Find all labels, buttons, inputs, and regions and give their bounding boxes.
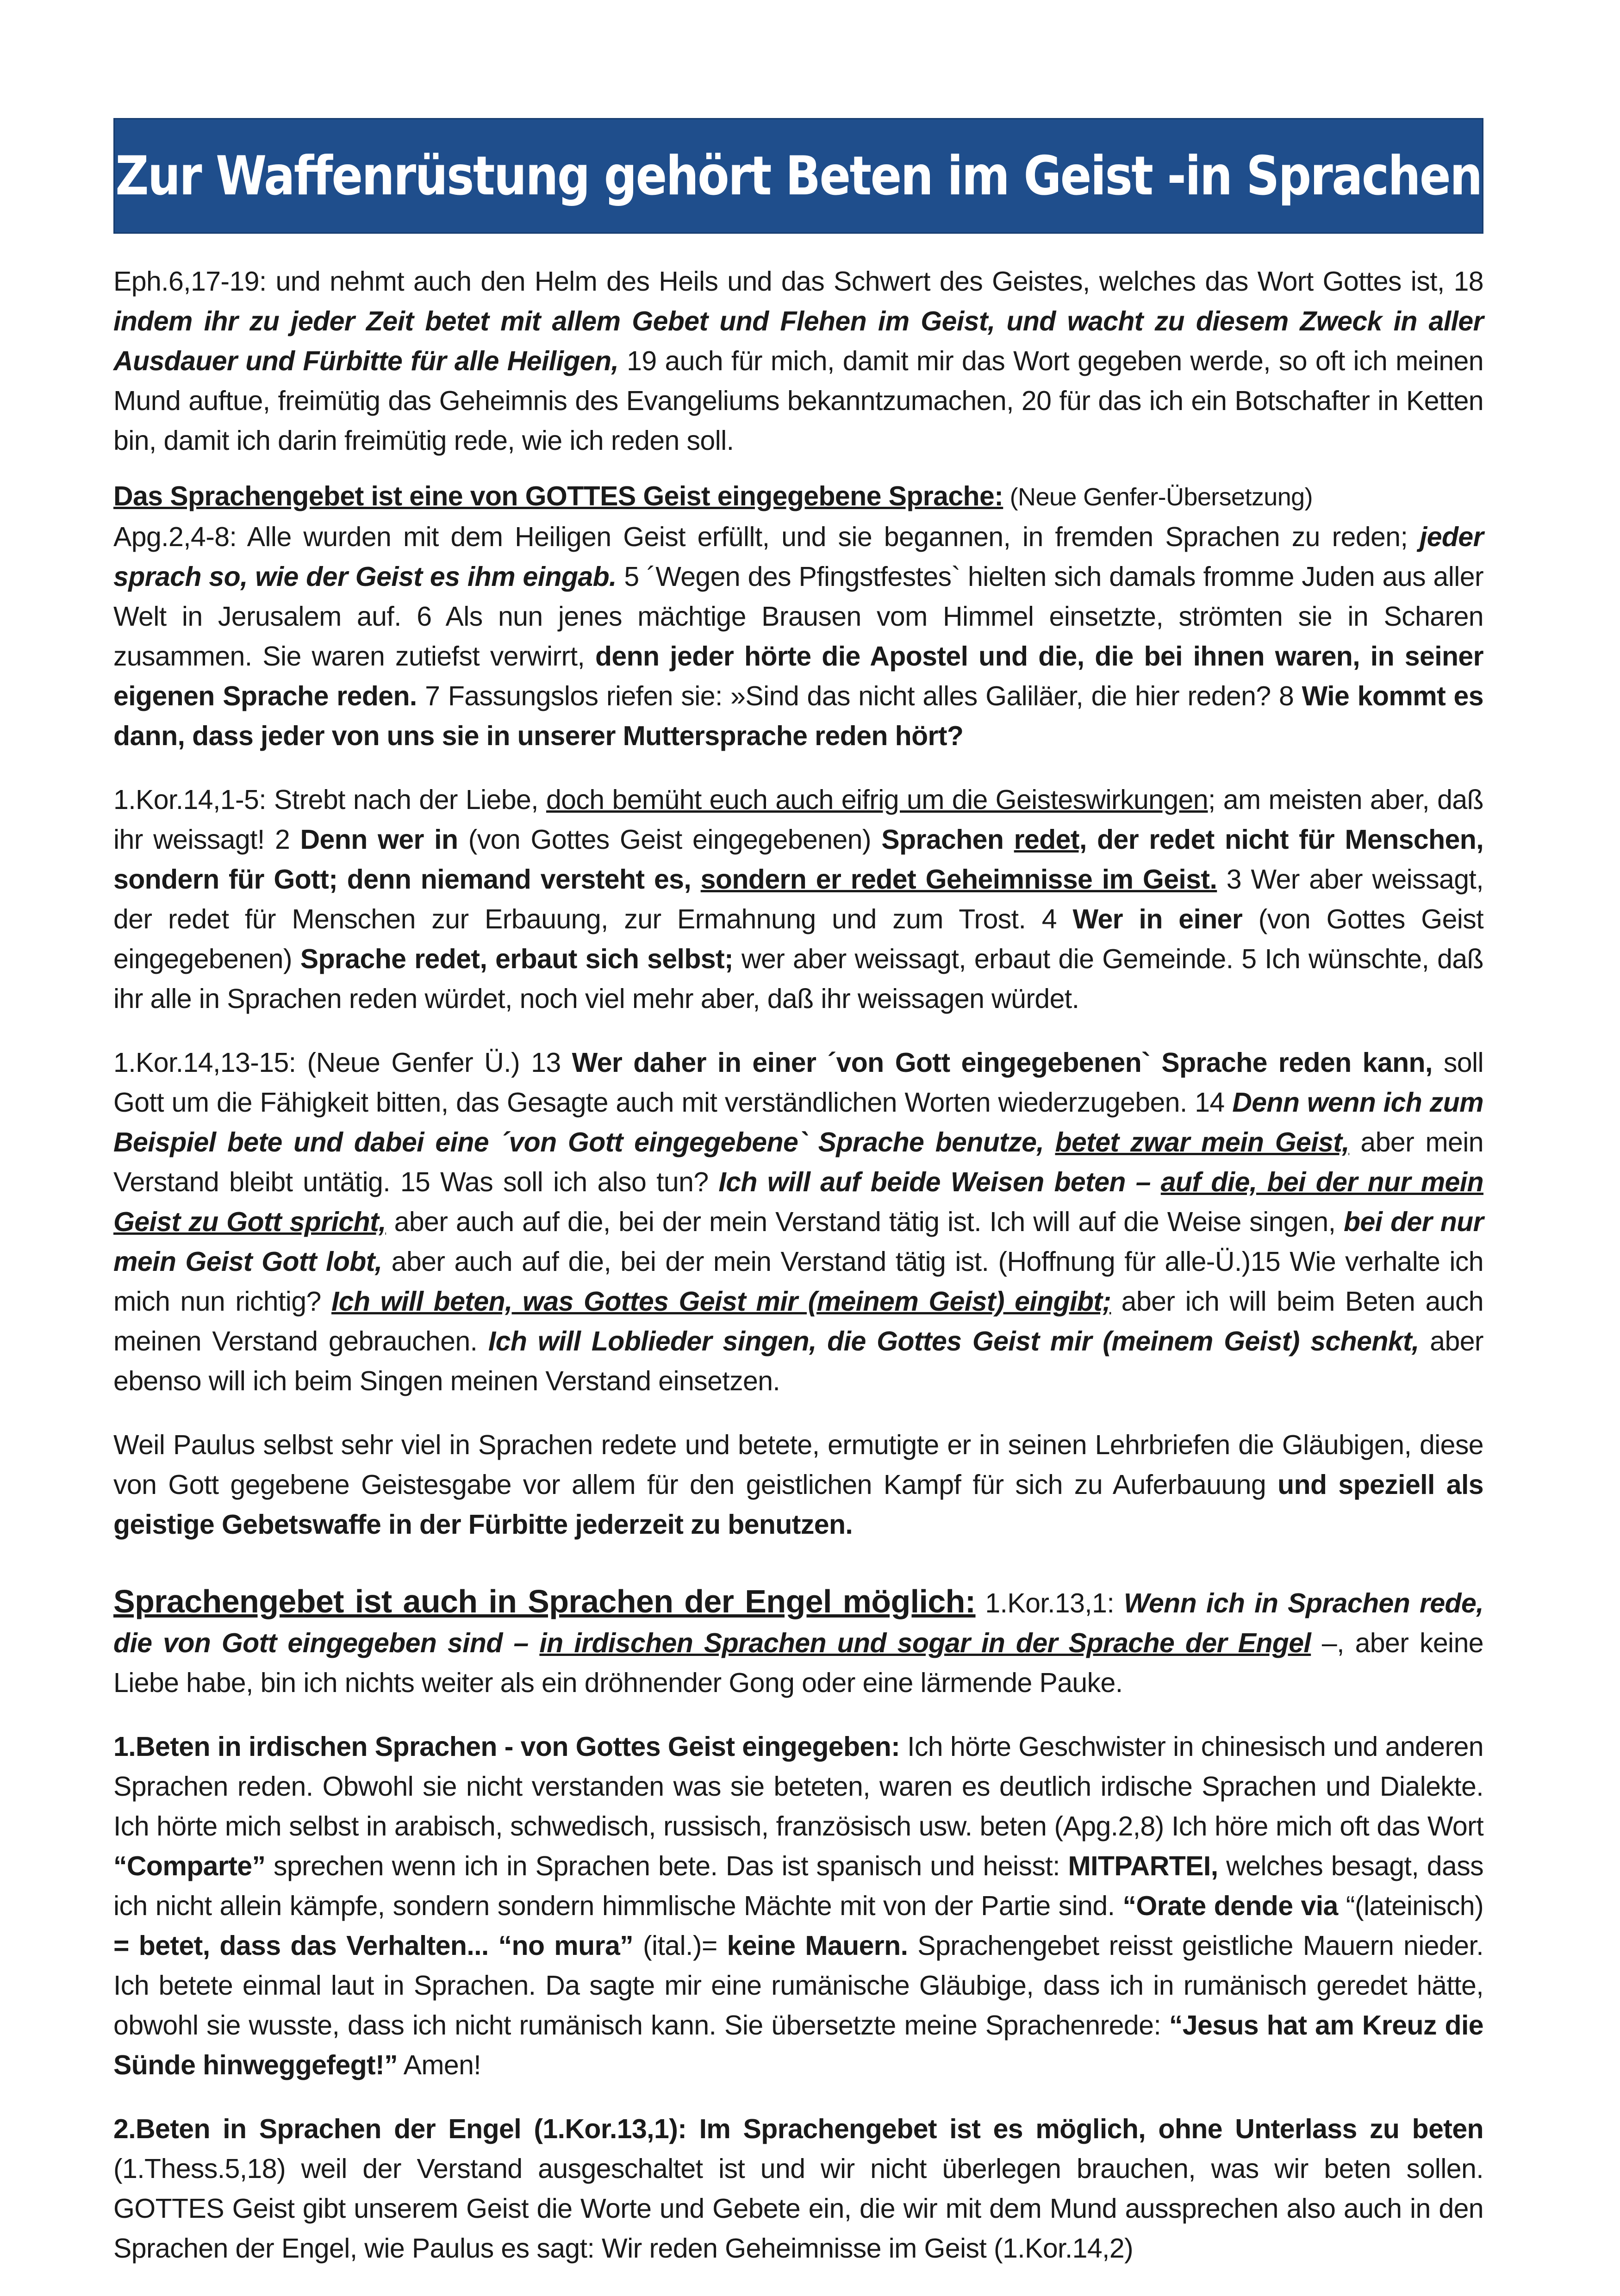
section-heading: Sprachengebet ist auch in Sprachen der Engel möglich: — [113, 1583, 976, 1619]
text-span: aber ich will beim Beten auch meinen Verstand gebrauchen. — [113, 1286, 1484, 1356]
text-span: 1.Kor.13,1: — [975, 1588, 1124, 1618]
text-span: 3 Wer aber weissagt, der redet für Menschen zur Erbauung, zur Ermahnung und zum Trost. 4 — [113, 864, 1483, 934]
emphasis-span: Wenn ich in Sprachen rede, die von Gott eingegeben sind – — [113, 1588, 1483, 1658]
bold-span: “Comparte” — [113, 1851, 266, 1881]
text-span: welches besagt, dass ich nicht allein kämpfe, sondern sondern himmlische Mächte mit von der Partie sind. — [113, 1851, 1483, 1921]
bold-span: = betet, dass das Verhalten... “no mura” — [113, 1930, 634, 1961]
underlined-emphasis-span: betet zwar mein Geist, — [1055, 1127, 1350, 1157]
bold-span: und speziell als geistige Gebetswaffe in der Fürbitte jederzeit zu benutzen. — [113, 1469, 1483, 1540]
paragraph-kor-14-1 — [113, 780, 1483, 1019]
bold-span: Wie kommt es dann, dass jeder von uns sie in unserer Muttersprache reden hört? — [113, 681, 1483, 751]
text-span: aber mein Verstand bleibt untätig. 15 Was soll ich also tun? — [113, 1127, 1483, 1197]
text-span: aber auch auf die, bei der mein Verstand tätig ist. (Hoffnung für alle-Ü.)15 Wie verhalte ich mich nun richtig? — [113, 1246, 1483, 1317]
underlined-emphasis-span: Ich will beten, was Gottes Geist mir (meinem Geist) eingibt; — [331, 1286, 1111, 1317]
text-span: (ital.)= — [633, 1930, 727, 1961]
bold-span: keine Mauern. — [727, 1930, 908, 1961]
bold-span: Wer daher in einer ´von Gott eingegebenen` Sprache reden kann, — [572, 1047, 1433, 1078]
underlined-emphasis-span: auf die, bei der nur mein Geist zu Gott spricht, — [113, 1167, 1483, 1237]
text-span: Sprachengebet reisst geistliche Mauern nieder. Ich betete einmal laut in Sprachen. Da sagte mir eine rumänische Gläubige, dass ich in rumänisch geredet hätte, obwohl sie wusste, dass ich nicht rumänisch kann. Sie übersetzte meine Sprachenrede: — [113, 1930, 1484, 2041]
text-span: 1.Kor.14,13-15: (Neue Genfer Ü.) 13 — [113, 1047, 572, 1078]
text-span: 7 Fassungslos riefen sie: »Sind das nicht alles Galiläer, die hier reden? 8 — [417, 681, 1302, 711]
paragraph-sprachen-der-engel — [113, 2109, 1483, 2268]
text-span: Weil Paulus selbst sehr viel in Sprachen redete und betete, ermutigte er in seinen Lehrbriefen die Gläubigen, diese von Gott gegebene Geistesgabe vor allem für den geistlichen Kampf für sich zu Auferbauung — [113, 1430, 1483, 1500]
bold-span: 2.Beten in Sprachen der Engel (1.Kor.13,1): Im Sprachengebet ist es möglich, ohne Unterlass zu beten — [113, 2114, 1483, 2144]
paragraph-paulus — [113, 1425, 1483, 1544]
bold-span: MITPARTEI, — [1068, 1851, 1218, 1881]
text-span: soll Gott um die Fähigkeit bitten, das Gesagte auch mit verständlichen Worten wiederzugeben. 14 — [113, 1047, 1484, 1118]
text-span: am meisten aber, daß ihr weissagt! 2 — [113, 784, 1484, 855]
emphasis-span: bei der nur mein Geist Gott lobt, — [113, 1207, 1483, 1277]
paragraph-irdische-sprachen — [113, 1727, 1483, 2085]
text-span: sprechen wenn ich in Sprachen bete. Das ist spanisch und heisst: — [265, 1851, 1068, 1881]
bold-span: Sprache redet, erbaut sich selbst; — [300, 944, 734, 974]
text-span: wer aber weissagt, erbaut die Gemeinde. 5 Ich wünschte, daß ihr alle in Sprachen reden würdet, noch viel mehr aber, daß ihr weissagen würdet. — [113, 944, 1483, 1014]
text-span: (von Gottes Geist eingegebenen) — [113, 904, 1483, 974]
emphasis-span: indem ihr zu jeder Zeit betet mit allem Gebet und Flehen im Geist, und wacht zu diesem Zweck in aller Ausdauer und Fürbitte für alle Heiligen, — [113, 306, 1483, 376]
document-body — [113, 261, 1483, 2268]
text-span: (1.Thess.5,18) weil der Verstand ausgeschaltet ist und wir nicht überlegen brauchen, was wir beten sollen. GOTTES Geist gibt unserem Geist die Worte und Gebete ein, die wir mit dem Mund aussprechen also auch in den Sprachen der Engel, wie Paulus es sagt: Wir reden Geheimnisse im Geist (1.Kor.14,2) — [113, 2153, 1483, 2264]
emphasis-span: jeder sprach so, wie der Geist es ihm eingab. — [113, 522, 1483, 592]
underlined-bold-span: sondern er redet Geheimnisse im Geist. — [700, 864, 1217, 895]
emphasis-span: Ich will Loblieder singen, die Gottes Geist mir (meinem Geist) schenkt, — [488, 1326, 1419, 1356]
emphasis-span: Denn wenn ich zum Beispiel bete und dabei eine ´von Gott eingegebene` Sprache benutze, — [113, 1087, 1483, 1157]
text-span: Apg.2,4-8: Alle wurden mit dem Heiligen Geist erfüllt, und sie begannen, in fremden Sprachen zu reden; — [113, 522, 1420, 552]
bold-span: “Jesus hat am Kreuz die Sünde hinweggefegt!” — [113, 2010, 1484, 2080]
text-span: 1.Kor.14,1-5: Strebt nach der Liebe, — [113, 784, 546, 815]
text-span: –, aber keine Liebe habe, bin ich nichts weiter als ein dröhnender Gong oder eine lärmende Pauke. — [113, 1628, 1483, 1698]
underlined-emphasis-span: in irdischen Sprachen und sogar in der Sprache der Engel — [539, 1628, 1311, 1658]
text-span: aber ebenso will ich beim Singen meinen Verstand einsetzen. — [113, 1326, 1483, 1396]
bold-span: der redet nicht für Menschen, sondern für Gott; denn niemand versteht es, — [113, 824, 1483, 895]
underlined-span: doch bemüht euch auch eifrig um die Geisteswirkungen; — [546, 784, 1215, 815]
bold-span: Denn wer in — [300, 824, 458, 855]
section-heading: Das Sprachengebet ist eine von GOTTES Geist eingegebene Sprache: — [113, 481, 1003, 511]
paragraph-engel — [113, 1581, 1483, 1703]
bold-span: 1.Beten in irdischen Sprachen - von Gottes Geist eingegeben: — [113, 1731, 900, 1762]
text-span: “(lateinisch) — [1338, 1891, 1484, 1921]
bold-span: Sprachen — [881, 824, 1014, 855]
paragraph-apg — [113, 476, 1483, 756]
text-span: (von Gottes Geist eingegebenen) — [458, 824, 882, 855]
underlined-bold-span: redet, — [1014, 824, 1087, 855]
source-note: (Neue Genfer-Übersetzung) — [1003, 483, 1313, 511]
text-span: aber auch auf die, bei der mein Verstand tätig ist. Ich will auf die Weise singen, — [386, 1207, 1344, 1237]
page-title: Zur Waffenrüstung gehört Beten im Geist -in Sprachen — [115, 144, 1482, 207]
text-span: 19 auch für mich, damit mir das Wort gegeben werde, so oft ich meinen Mund auftue, freimütig das Geheimnis des Evangeliums bekanntzumachen, 20 für das ich ein Botschafter in Ketten bin, damit ich darin freimütig rede, wie ich reden soll. — [113, 346, 1483, 456]
document-page — [113, 118, 1484, 2264]
emphasis-span: Ich will auf beide Weisen beten – — [718, 1167, 1161, 1197]
paragraph-eph — [113, 261, 1483, 460]
text-span: Amen! — [398, 2050, 481, 2080]
title-banner — [113, 118, 1483, 234]
bold-span: Wer in einer — [1072, 904, 1243, 934]
text-span: Eph.6,17-19: und nehmt auch den Helm des Heils und das Schwert des Geistes, welches das Wort Gottes ist, 18 — [113, 266, 1483, 297]
bold-span: denn jeder hörte die Apostel und die, die bei ihnen waren, in seiner eigenen Sprache reden. — [113, 641, 1483, 711]
paragraph-kor-14-13 — [113, 1043, 1483, 1401]
text-span: 5 ´Wegen des Pfingstfestes` hielten sich damals fromme Juden aus aller Welt in Jerusalem auf. 6 Als nun jenes mächtige Brausen vom Himmel einsetzte, strömten sie in Scharen zusammen. Sie waren zutiefst verwirrt, — [113, 561, 1483, 672]
text-span: Ich hörte Geschwister in chinesisch und anderen Sprachen reden. Obwohl sie nicht verstanden was sie beteten, waren es deutlich irdische Sprachen und Dialekte. Ich hörte mich selbst in arabisch, schwedisch, russisch, französisch usw. beten (Apg.2,8) Ich höre mich oft das Wort — [113, 1731, 1483, 1842]
bold-span: “Orate dende via — [1122, 1891, 1338, 1921]
